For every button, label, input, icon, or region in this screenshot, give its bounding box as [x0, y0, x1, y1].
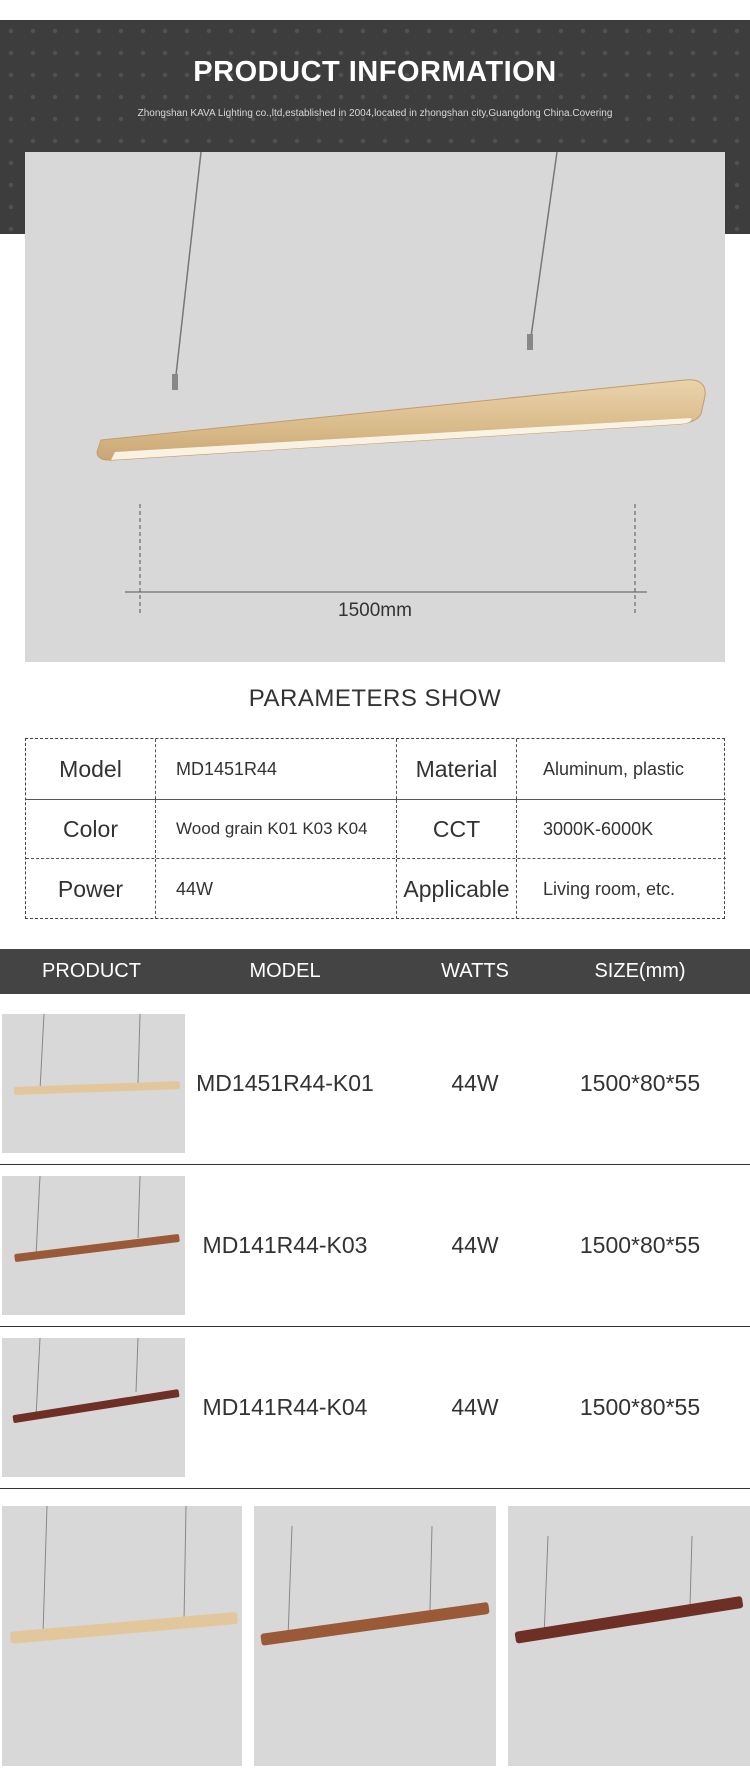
model-cell: MD141R44-K04: [202, 1394, 368, 1420]
watts-cell: 44W: [451, 1394, 499, 1420]
gallery-image-k01: [2, 1506, 242, 1766]
model-cell: MD1451R44-K01: [196, 1070, 374, 1096]
column-header-size: SIZE(mm): [594, 960, 686, 982]
gallery-image-k03: [254, 1506, 496, 1766]
lamp-body: [14, 1234, 180, 1262]
size-cell: 1500*80*55: [579, 1232, 701, 1258]
param-label: Model: [26, 739, 156, 799]
row-divider: [0, 1488, 750, 1489]
row-divider: [0, 1164, 750, 1165]
param-label: Power: [26, 859, 156, 919]
product-thumbnail: [2, 1176, 185, 1315]
column-header-product: PRODUCT: [42, 960, 141, 982]
param-label: Material: [397, 739, 517, 799]
lamp-body: [10, 1612, 238, 1644]
param-value: MD1451R44: [156, 739, 397, 799]
param-label: Applicable: [397, 859, 517, 919]
lamp-body: [514, 1596, 743, 1644]
model-cell: MD141R44-K03: [202, 1232, 368, 1258]
gallery-image-k04: [508, 1506, 750, 1766]
param-label: CCT: [397, 800, 517, 858]
param-value: Wood grain K01 K03 K04: [156, 800, 397, 858]
lamp-body: [14, 1081, 180, 1095]
hero-product-image: [25, 152, 725, 662]
company-intro: Zhongshan KAVA Lighting co.,ltd,established in 2004,located in zhongshan city,Guangdong China.Covering: [137, 108, 613, 119]
param-value: Living room, etc.: [543, 878, 676, 899]
watts-cell: 44W: [451, 1070, 499, 1096]
dimension-label: 1500mm: [338, 600, 412, 621]
suspension-wire-left: [175, 152, 201, 384]
table-row: [0, 1014, 750, 1176]
suspension-wire-right: [530, 152, 557, 344]
size-cell: 1500*80*55: [579, 1394, 701, 1420]
product-table-header: [0, 949, 750, 994]
column-header-watts: WATTS: [441, 960, 509, 982]
row-divider: [0, 1326, 750, 1327]
page-title: PRODUCT INFORMATION: [193, 56, 557, 88]
table-row: [0, 1176, 750, 1338]
parameters-table: [25, 738, 725, 919]
parameters-title: PARAMETERS SHOW: [248, 685, 502, 712]
size-cell: 1500*80*55: [579, 1070, 701, 1096]
param-value: Aluminum, plastic: [543, 758, 685, 779]
table-row: [0, 1338, 750, 1500]
parameters-row: [26, 800, 726, 859]
lamp-body: [260, 1602, 489, 1646]
product-thumbnail: [2, 1338, 185, 1477]
parameters-row: [26, 739, 726, 800]
param-label: Color: [26, 800, 156, 858]
watts-cell: 44W: [451, 1232, 499, 1258]
column-header-model: MODEL: [249, 960, 321, 982]
parameters-row: [26, 859, 726, 919]
product-thumbnail: [2, 1014, 185, 1153]
param-value: 44W: [156, 859, 397, 919]
param-value: 3000K-6000K: [543, 818, 654, 839]
